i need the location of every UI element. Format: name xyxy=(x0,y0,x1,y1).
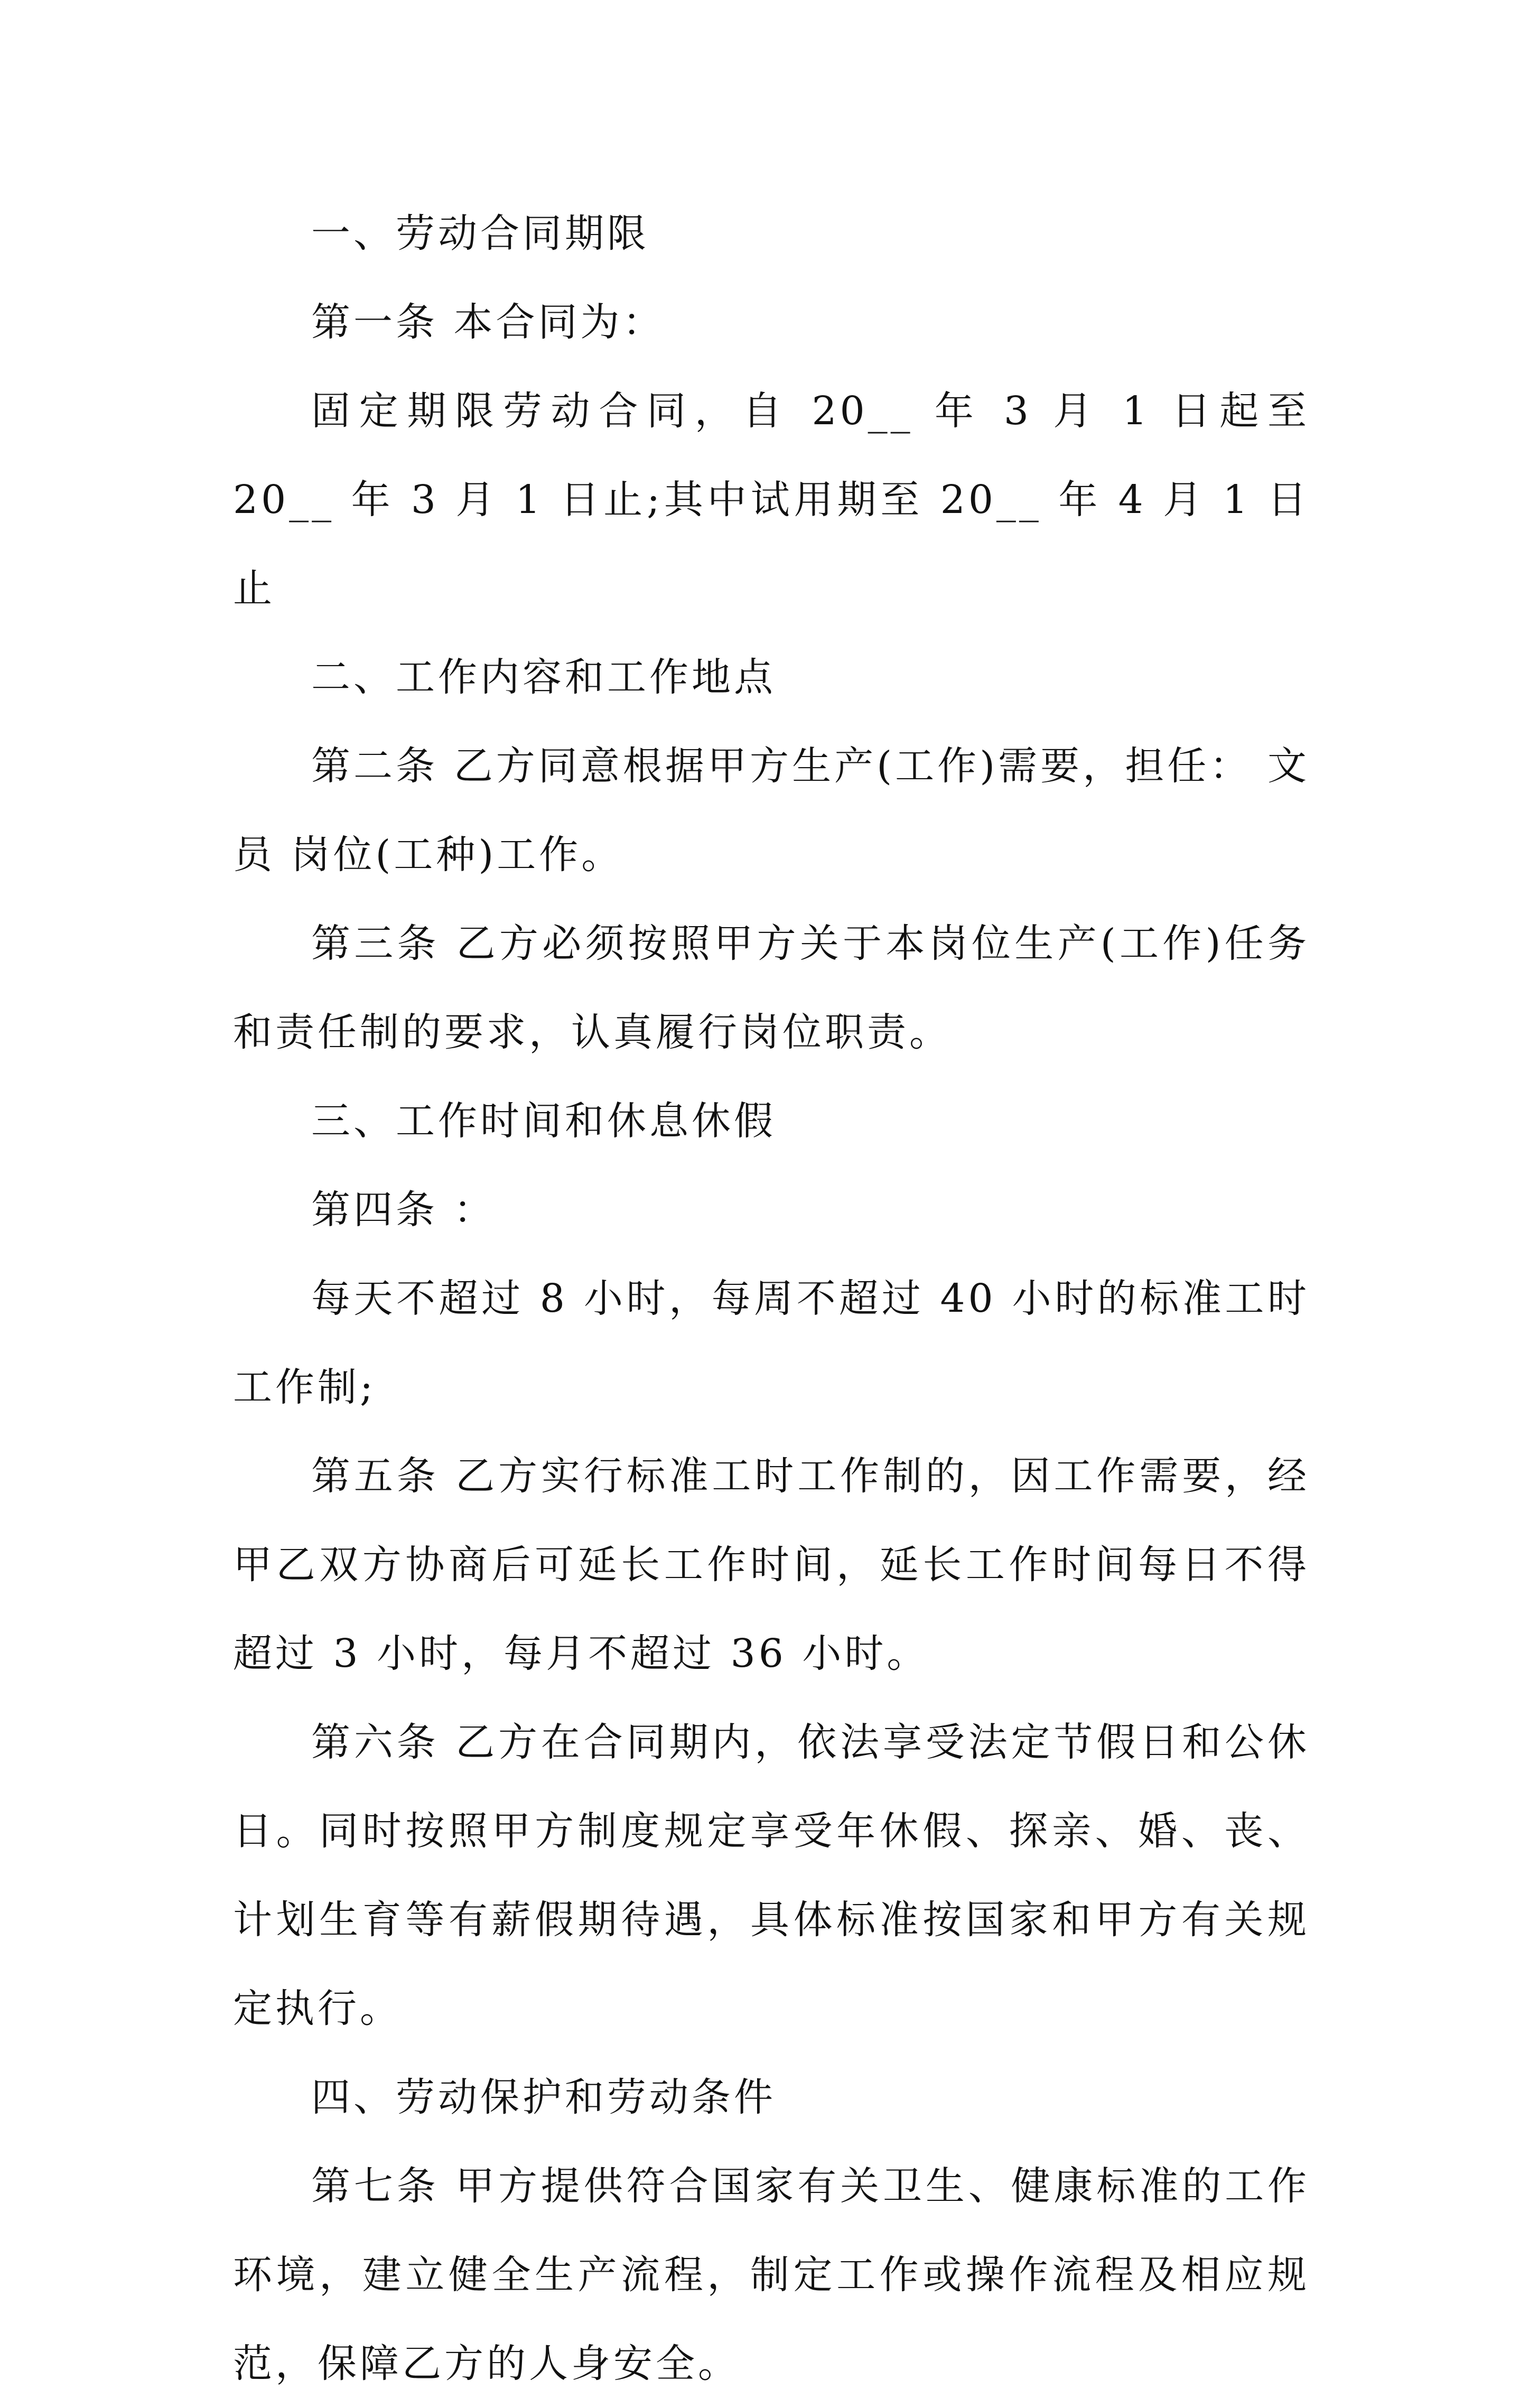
article-4: 第四条 ： xyxy=(311,1187,496,1233)
article-4-detail: 每天不超过 8 小时，每周不超过 40 小时的标准工时工作制; xyxy=(233,1276,1310,1410)
article-1: 第一条 本合同为： xyxy=(311,300,665,345)
section-heading-1: 一、劳动合同期限 xyxy=(311,211,649,256)
article-6: 第六条 乙方在合同期内，依法享受法定节假日和公休日。同时按照甲方制度规定享受年休假、探亲、婚、丧、计划生育等有薪假期待遇，具体标准按国家和甲方有关规定执行。 xyxy=(233,1720,1310,2031)
article-3: 第三条 乙方必须按照甲方关于本岗位生产(工作)任务和责任制的要求，认真履行岗位职责。 xyxy=(233,921,1310,1055)
section-heading-2: 二、工作内容和工作地点 xyxy=(311,655,776,700)
article-7: 第七条 甲方提供符合国家有关卫生、健康标准的工作环境，建立健全生产流程，制定工作或操作流程及相应规范，保障乙方的人身安全。 xyxy=(233,2163,1310,2386)
section-heading-4: 四、劳动保护和劳动条件 xyxy=(311,2075,776,2120)
article-2: 第二条 乙方同意根据甲方生产(工作)需要，担任： 文员 岗位(工种)工作。 xyxy=(233,743,1310,878)
section-heading-3: 三、工作时间和休息休假 xyxy=(311,1098,776,1144)
article-5: 第五条 乙方实行标准工时工作制的，因工作需要，经甲乙双方协商后可延长工作时间，延长工作时间每日不得超过 3 小时，每月不超过 36 小时。 xyxy=(233,1453,1310,1676)
article-1-term: 固定期限劳动合同，自 20__ 年 3 月 1 日起至 20__ 年 3 月 1 日止;其中试用期至 20__ 年 4 月 1 日止 xyxy=(233,388,1310,611)
